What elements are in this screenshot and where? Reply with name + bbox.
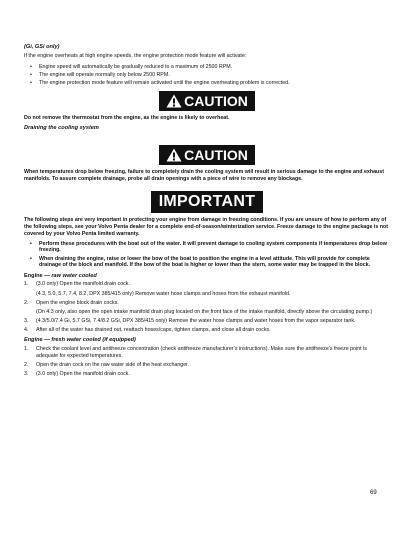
- draining-heading: Draining the cooling system: [24, 124, 99, 131]
- caution-banner-1-row: [24, 91, 390, 111]
- list-item: 1. (3.0 only) Open the manifold drain cock. (4.3, 5.0, 5.7, 7.4, 8.2, DPX 385/415 only) Remove water hose clamps and hoses from the exhaust manifold.: [24, 281, 291, 297]
- important-banner: IMPORTANT: [151, 191, 264, 213]
- overheat-intro: If the engine overheats at high engine speeds, the engine protection mode feature will activate:: [24, 52, 247, 59]
- list-item: 1. Check the coolant level and antifreeze concentration (check antifreeze manufacturer’s instructions). Make sure the antifreeze’s freeze point is adequate for expected temperatures.: [24, 345, 367, 359]
- raw-water-steps: [24, 281, 390, 334]
- list-item: 3. (3.0 only) Open the manifold drain cock.: [24, 370, 130, 377]
- fresh-water-heading: Engine — fresh water cooled (if equipped): [24, 337, 136, 344]
- list-item: • When draining the engine, raise or lower the bow of the boat to position the engine in a level attitude. This will provide for complete drainage of the block and manifold. If the bow of the boat is higher or lower than the stern, some water may be trapped in the block.: [30, 255, 371, 269]
- caution-1-text: Do not remove the thermostat from the engine, as the engine is likely to overheat.: [24, 114, 230, 121]
- list-item: • The engine will operate normally only below 2500 RPM.: [30, 71, 170, 78]
- list-item: • The engine protection mode feature will remain activated until the engine overheating problem is corrected.: [30, 79, 290, 86]
- list-item: 2. Open the drain cock on the raw water side of the heat exchanger.: [24, 361, 190, 368]
- caution-banner: CAUTION: [159, 145, 255, 165]
- list-item: 2. Open the engine block drain cocks. (On 4.3 only, also open the open intake manifold drain plug located on the front face of the intake manifold, directly above the circulating pump.): [24, 299, 373, 316]
- page-number: 69: [370, 490, 377, 496]
- raw-water-heading: Engine — raw water cooled: [24, 272, 97, 279]
- important-bullets: [24, 241, 390, 269]
- list-item: 3. (4.3/5.0/7.4 Gi, 5.7 GSi, 7.4/8.2 GSi, DPX 385/415 only) Remove the water hose clamps and water hoses from the vapor separator tank.: [24, 318, 356, 325]
- important-text: The following steps are very important in protecting your engine from damage in freezing conditions. If you are unsure of how to perform any of the following steps, see your Volvo Penta dealer for a complete end-of-season/winterization service. Freeze damage to the engine package is not covered by your Volvo Penta limited warranty.: [24, 216, 389, 237]
- page-content: [24, 44, 390, 381]
- list-item: 4. After all of the water has drained out, reattach hoses/caps, tighten clamps, and close all drain cocks.: [24, 327, 271, 334]
- fresh-water-steps: [24, 346, 390, 378]
- warning-triangle-icon: [166, 94, 182, 108]
- important-banner-row: [24, 191, 390, 213]
- caution-banner-2-row: [24, 145, 390, 165]
- caution-banner: CAUTION: [159, 91, 255, 111]
- overheat-bullets: [24, 63, 390, 87]
- subheading-gi-gsi: (Gi, GSi only): [24, 44, 60, 50]
- warning-triangle-icon: [166, 148, 182, 162]
- list-item: • Engine speed will automatically be gradually reduced to a maximum of 2500 RPM.: [30, 63, 233, 70]
- list-item: • Perform these procedures with the boat out of the water. It will prevent damage to cooling system components if temperatures drop below freezing.: [30, 240, 387, 254]
- caution-2-text: When temperatures drop below freezing, failure to completely drain the cooling system will result in serious damage to the engine and exhaust manifolds. To assure complete drainage, probe all drain openings with a piece of wire to remove any blockage.: [24, 168, 384, 182]
